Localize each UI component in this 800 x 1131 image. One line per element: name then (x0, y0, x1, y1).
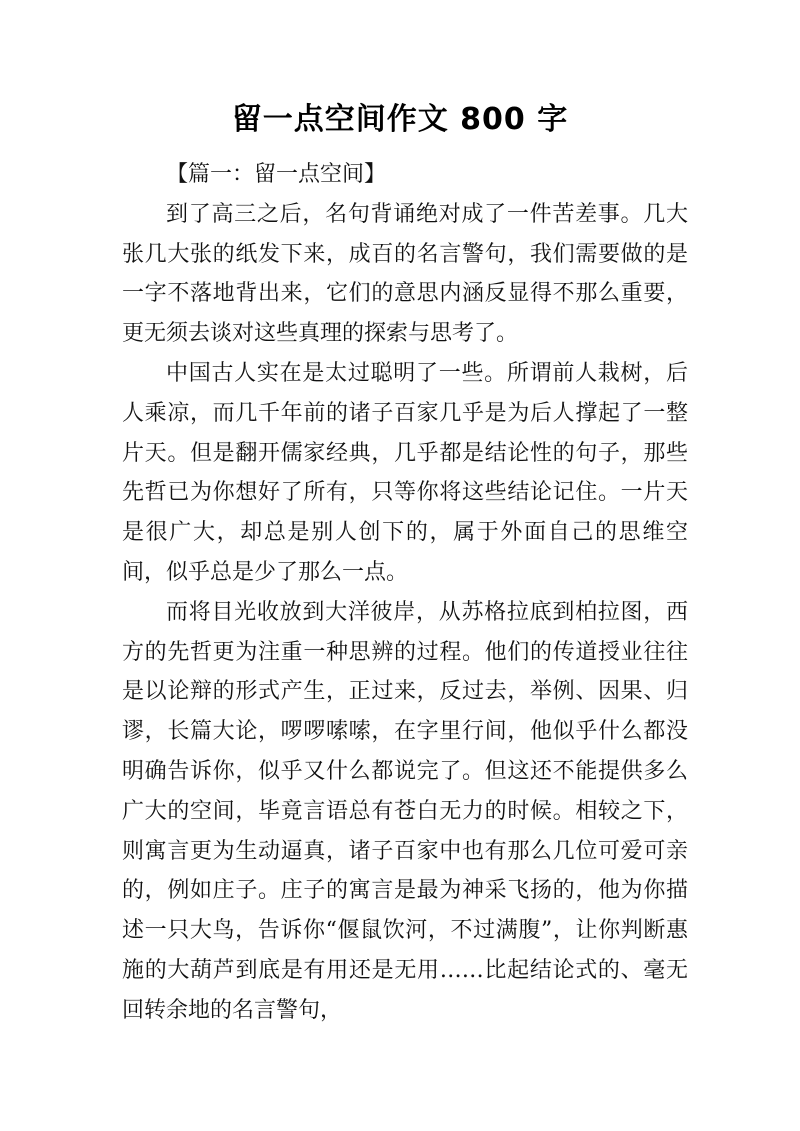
document-title: 留一点空间作文 800 字 (231, 102, 569, 137)
section-heading: 【篇一：留一点空间】 (166, 162, 387, 187)
paragraph-2: 中国古人实在是太过聪明了一些。所谓前人栽树，后人乘凉，而几千年前的诸子百家几乎是为后人撑起了一整片天。但是翻开儒家经典，几乎都是结论性的句子，那些先哲已为你想好了所有，只等你将这些结论记住。一片天是很广大，却总是别人创下的，属于外面自己的思维空间，似乎总是少了那么一点。 (122, 360, 688, 585)
document-body (122, 155, 688, 1031)
paragraph-3: 而将目光收放到大洋彼岸，从苏格拉底到柏拉图，西方的先哲更为注重一种思辨的过程。他们的传道授业往往是以论辩的形式产生，正过来，反过去，举例、因果、归谬，长篇大论，啰啰嗦嗦，在字里行间，他似乎什么都没明确告诉你，似乎又什么都说完了。但这还不能提供多么广大的空间，毕竟言语总有苍白无力的时候。相较之下，则寓言更为生动逼真，诸子百家中也有那么几位可爱可亲的，例如庄子。庄子的寓言是最为神采飞扬的，他为你描述一只大鸟，告诉你“偃鼠饮河，不过满腹”，让你判断惠施的大葫芦到底是有用还是无用……比起结论式的、毫无回转余地的名言警句， (122, 599, 688, 1023)
paragraph-1: 到了高三之后，名句背诵绝对成了一件苦差事。几大张几大张的纸发下来，成百的名言警句，我们需要做的是一字不落地背出来，它们的意思内涵反显得不那么重要，更无须去谈对这些真理的探索与思考了。 (122, 201, 688, 347)
